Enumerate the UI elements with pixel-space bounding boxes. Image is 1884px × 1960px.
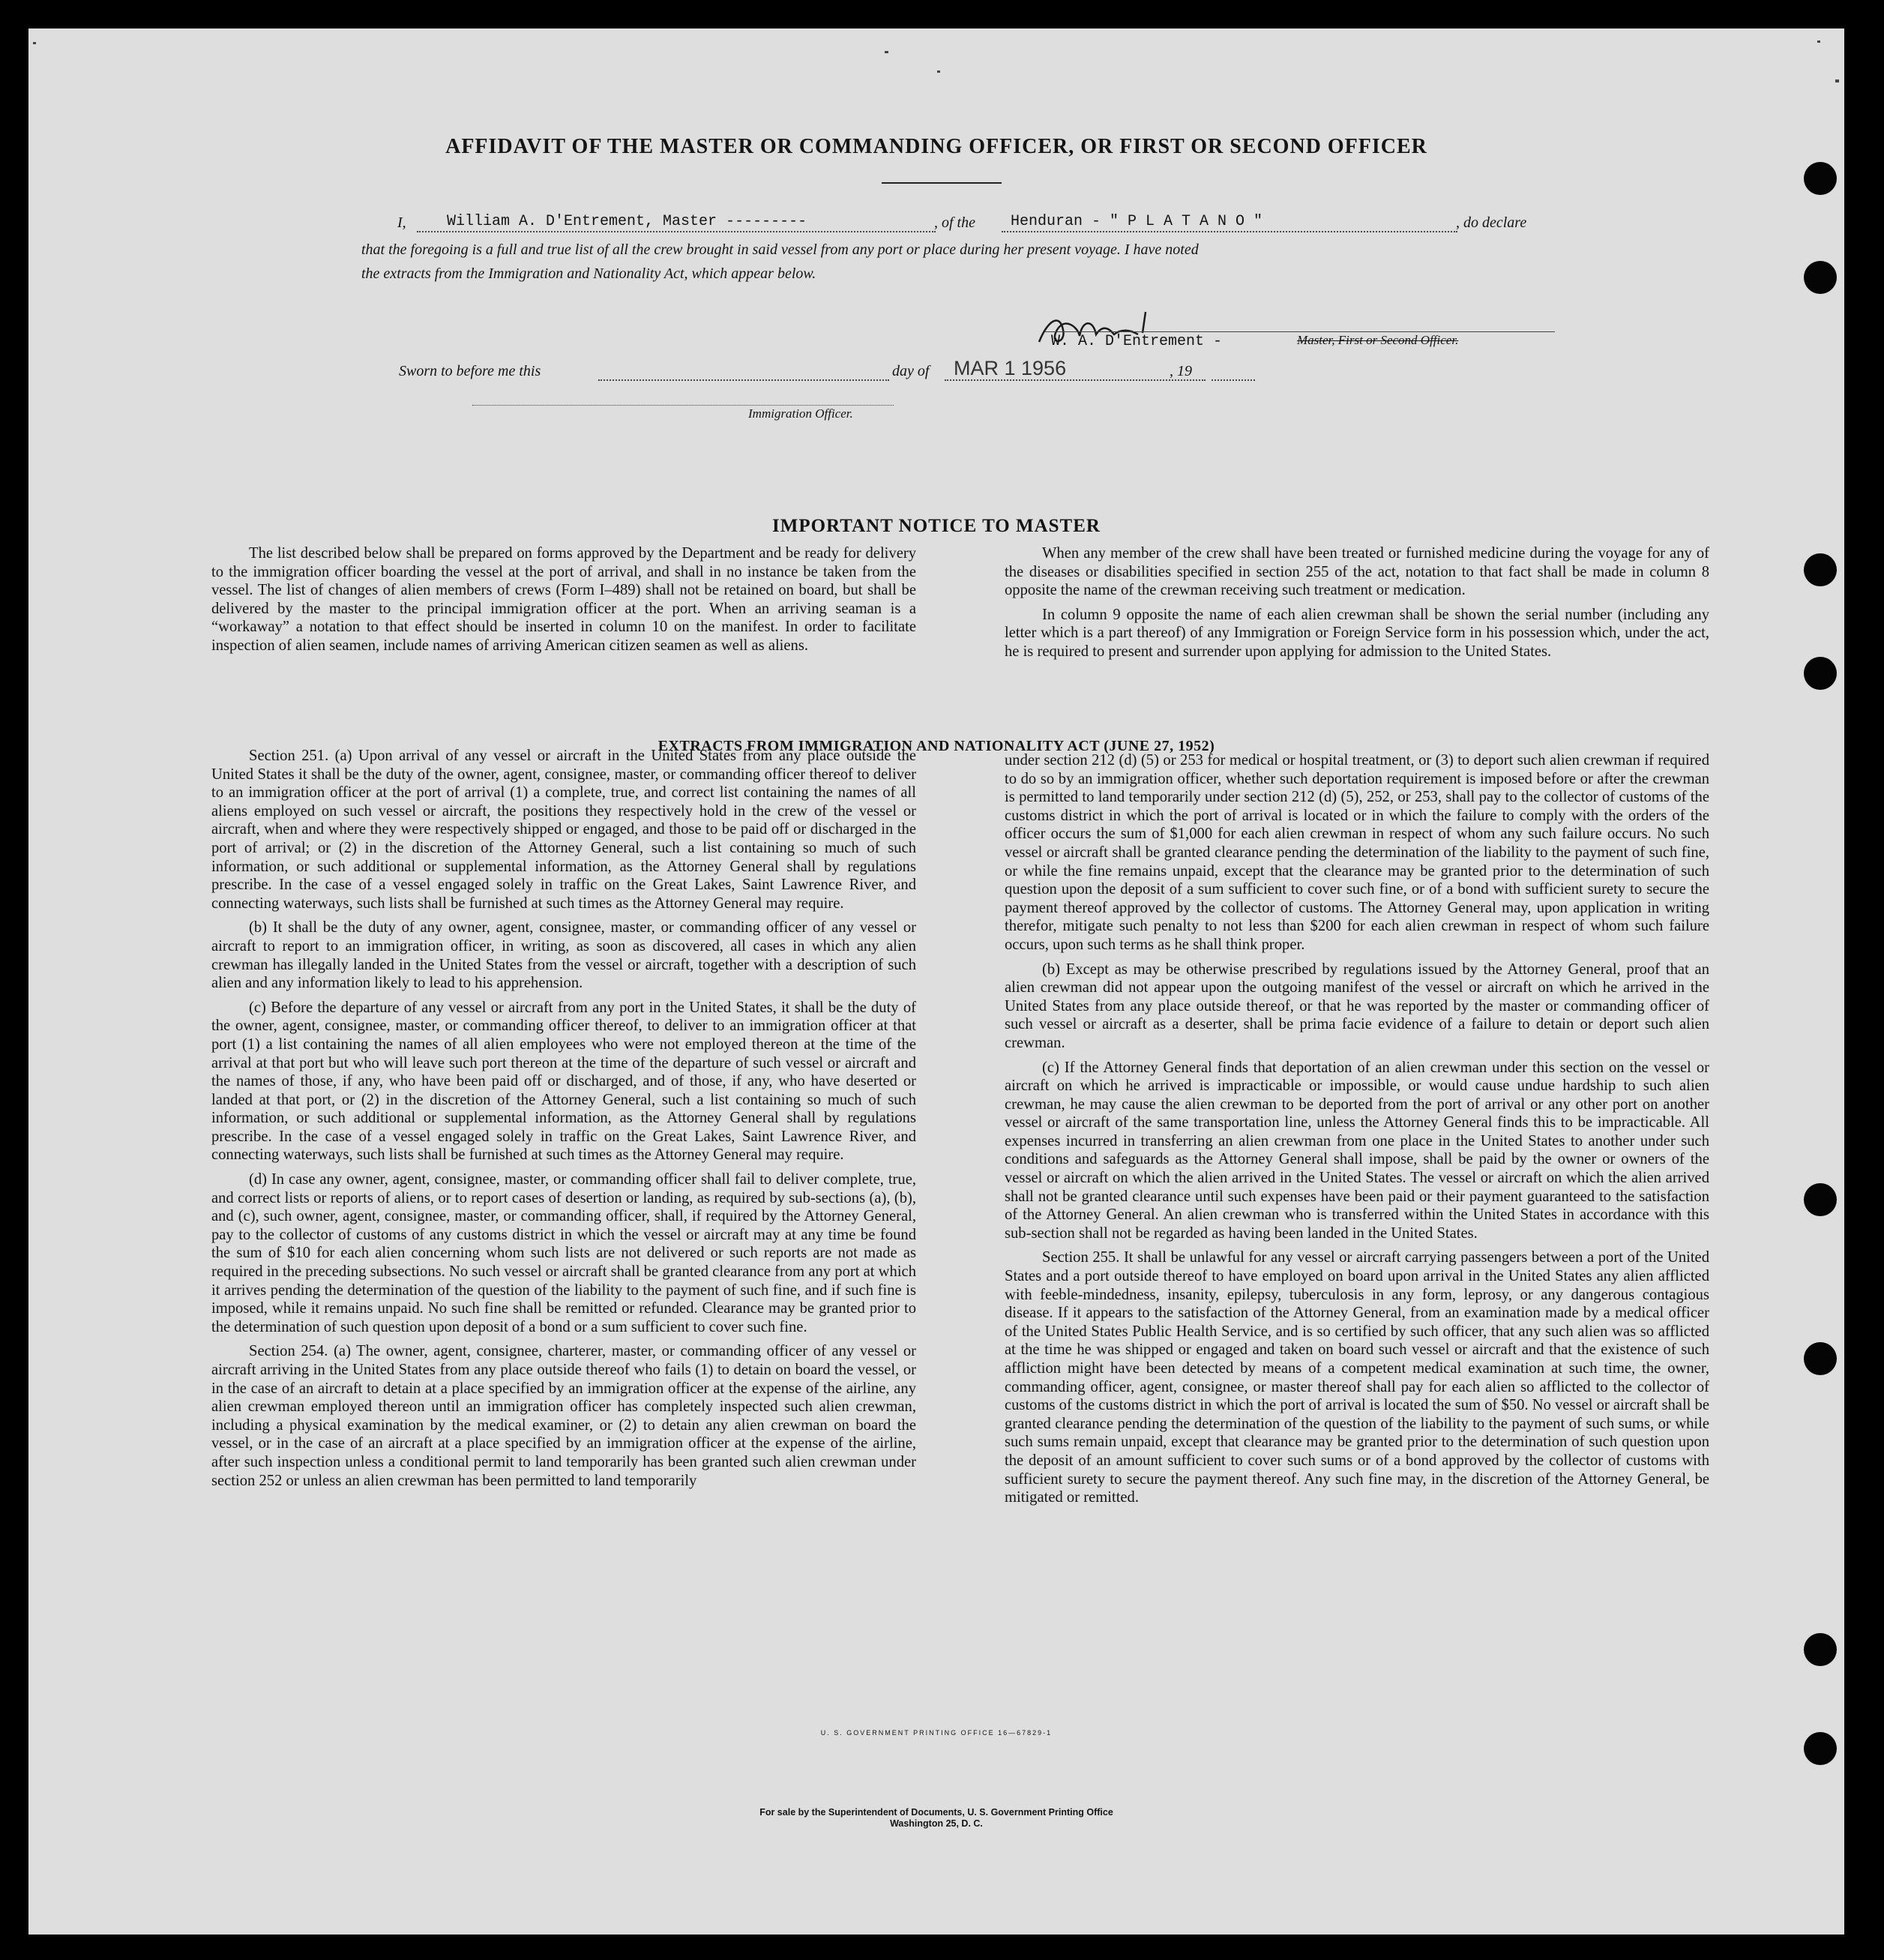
punch-hole-4	[1804, 657, 1837, 690]
section-251-c: (c) Before the departure of any vessel or aircraft from any port in the United States, it shall be the duty of the owner, agent, consignee, master, or commanding officer thereof, to deliver to an immigration officer at that port (1) a list containing the names of all alien employees who were not employed thereon at the time of the arrival at that port but who will leave such port thereon at the time of the departure of such vessel or aircraft and the names of those, if any, who have been paid off or discharged, and of those, if any, who have deserted or landed at that port, or (2) in the discretion of the Attorney General, such a list containing so much of such information, or such additional or supplemental information, as the Attorney General shall by regulations prescribe. In the case of a vessel engaged solely in traffic on the Great Lakes, Saint Lawrence River, and connecting waterways, such lists shall be furnished at such times as the Attorney General may require.	[211, 999, 916, 1164]
master-name-field: William A. D'Entrement, Master ---------	[447, 213, 807, 230]
section-251-a: Section 251. (a) Upon arrival of any vessel or aircraft in the United States from any place outside the United States it shall be the duty of the owner, agent, consignee, master, or commanding officer thereof to deliver to an immigration officer at the port of arrival (1) a complete, true, and correct list containing the names of all aliens employed on such vessel or aircraft, the positions they respectively hold in the crew of the vessel or aircraft, when and where they were respectively shipped or engaged, and those to be paid off or discharged in the port of arrival; or (2) in the discretion of the Attorney General, such a list containing so much of such information, or such additional or supplemental information, as the Attorney General shall by regulations prescribe. In the case of a vessel engaged solely in traffic on the Great Lakes, Saint Lawrence River, and connecting waterways, such lists shall be furnished at such times as the Attorney General may require.	[211, 748, 916, 912]
section-251-b: (b) It shall be the duty of any owner, agent, consignee, master, or commanding officer of any vessel or aircraft to report to an immigration officer, in writing, as soon as discovered, all cases in which any alien crewman has illegally landed in the United States from the vessel or aircraft, together with a description of such alien and any information likely to lead to his apprehension.	[211, 919, 916, 992]
notice-right-column	[1005, 544, 1709, 667]
i-label: I,	[397, 214, 406, 231]
do-declare-label: , do declare	[1456, 214, 1527, 231]
signature-typed-name: W. A. D'Entrement -	[1051, 333, 1223, 350]
punch-hole-3	[1804, 553, 1837, 586]
speck	[1817, 40, 1820, 43]
officer-label: Immigration Officer.	[748, 406, 853, 421]
affidavit-title: AFFIDAVIT OF THE MASTER OR COMMANDING OFFICER, OR FIRST OR SECOND OFFICER	[445, 135, 1427, 158]
notice-paragraph: The list described below shall be prepared on forms approved by the Department and be ready for delivery to the immigration officer boarding the vessel at the port of arrival, and shall in no instance be taken from the vessel. The list of changes of alien members of crews (Form I–489) shall not be retained on board, but shall be delivered by the master to the principal immigration officer at the port. When an arriving seaman is a “workaway” a notation to that effect should be inserted in column 10 on the manifest. In order to facilitate inspection of alien seamen, include names of arriving American citizen seamen as well as aliens.	[211, 545, 916, 654]
sworn-label: Sworn to before me this	[399, 363, 541, 379]
signature-role-label: Master, First or Second Officer.	[1297, 333, 1459, 347]
affidavit-line-2: that the foregoing is a full and true list of all the crew brought in said vessel from any port or place during her present voyage. I have noted	[361, 241, 1199, 258]
extracts-title: EXTRACTS FROM IMMIGRATION AND NATIONALITY ACT (JUNE 27, 1952)	[657, 738, 1215, 754]
notice-left-column	[211, 544, 916, 661]
extracts-left-column	[211, 747, 916, 1496]
punch-hole-6	[1804, 1342, 1837, 1375]
section-254-b: (b) Except as may be otherwise prescribed by regulations issued by the Attorney General, proof that an alien crewman did not appear upon the outgoing manifest of the vessel or aircraft on which he arrived in the United States from any place outside thereof, or that he was reported by the master or commanding officer of such vessel or aircraft as a deserter, shall be prima facie evidence of a failure to detain or deport such alien crewman.	[1005, 961, 1709, 1051]
of-the-label: , of the	[934, 214, 975, 231]
speck	[1835, 79, 1839, 82]
punch-hole-2	[1804, 261, 1837, 294]
signature-line	[1045, 331, 1555, 332]
sale-notice-line-1: For sale by the Superintendent of Documents, U. S. Government Printing Office	[759, 1807, 1113, 1818]
notice-title: IMPORTANT NOTICE TO MASTER	[772, 516, 1101, 536]
notice-paragraph: When any member of the crew shall have been treated or furnished medicine during the voyage for any of the diseases or disabilities specified in section 255 of the act, notation to that fact shall be made in column 8 opposite the name of the crewman receiving such treatment or medication.	[1005, 545, 1709, 599]
speck	[33, 42, 36, 44]
section-254-c: (c) If the Attorney General finds that deportation of an alien crewman under this section on the vessel or aircraft on which he arrived is impracticable or impossible, or would cause undue hardship to such alien crewman, he may cause the alien crewman to be deported from the port of arrival or any other port on another vessel or aircraft of the same transportation line, unless the Attorney General finds this to be impracticable. All expenses incurred in transferring an alien crewman from one place in the United States to another under such conditions and safeguards as the Attorney General shall impose, shall be paid by the owner or owners of the vessel or aircraft on which the alien arrived in the United States. The vessel or aircraft on which the alien arrived shall not be granted clearance until such expenses have been paid or their payment guaranteed to the satisfaction of the Attorney General. An alien crewman who is transferred within the United States in accordance with this sub-section shall not be regarded as having been landed in the United States.	[1005, 1059, 1709, 1242]
date-stamp: MAR 1 1956	[954, 357, 1067, 379]
sale-notice	[28, 1807, 1844, 1830]
section-255: Section 255. It shall be unlawful for any vessel or aircraft carrying passengers between a port of the United States and a port outside thereof to have employed on board upon arrival in the United States any alien afflicted with feeble-mindedness, insanity, epilepsy, tuberculosis in any form, leprosy, or any dangerous contagious disease. If it appears to the satisfaction of the Attorney General, from an examination made by a medical officer of the United States Public Health Service, and is so certified by such officer, that any such alien was so afflicted at the time he was shipped or engaged and taken on board such vessel or aircraft and that the existence of such affliction might have been detected by means of a competent medical examination at such time, the owner, commanding officer, agent, consignee, or master thereof shall pay for each alien so afflicted to the collector of customs of the customs district in which the port of arrival is located the sum of $50. No vessel or aircraft shall be granted clearance pending the determination of the question of the liability to the payment of such sums, or while such sums remain unpaid, except that clearance may be granted prior to the determination of such question upon the deposit of an amount sufficient to cover such sums or of a bond approved by the collector of customs with sufficient surety to secure the payment thereof. Any such fine may, in the discretion of the Attorney General, be mitigated or remitted.	[1005, 1249, 1709, 1506]
speck	[885, 51, 888, 53]
title-underline	[882, 182, 1002, 184]
section-251-d: (d) In case any owner, agent, consignee, master, or commanding officer shall fail to deliver complete, true, and correct lists or reports of aliens, or to report cases of desertion or landing, as required by sub-sections (a), (b), and (c), such owner, agent, consignee, master, or commanding officer, shall, if required by the Attorney General, pay to the collector of customs of any customs district in which the vessel or aircraft may at any time be found the sum of $10 for each alien concerning whom such lists are not delivered or such reports are not made as required in the preceding subsections. No such vessel or aircraft shall be granted clearance from any port at which it arrives pending the determination of the question of the liability to the payment of such fine, and if such fine is imposed, while it remains unpaid. No such fine shall be remitted or refunded. Clearance may be granted prior to the determination of such question upon deposit of a bond or a sum sufficient to cover such fine.	[211, 1171, 916, 1335]
document-page	[28, 28, 1844, 1935]
sale-notice-line-2: Washington 25, D. C.	[890, 1818, 983, 1829]
sworn-year-line	[1212, 379, 1255, 381]
vessel-name-line	[1002, 231, 1457, 232]
year-label: , 19	[1170, 363, 1192, 379]
punch-hole-7	[1804, 1633, 1837, 1666]
master-name-line	[417, 231, 936, 232]
notice-paragraph: In column 9 opposite the name of each alien crewman shall be shown the serial number (including any letter which is a part thereof) of any Immigration or Foreign Service form in his possession which, under the act, he is required to present and surrender upon applying for admission to the United States.	[1005, 606, 1709, 660]
printer-imprint: U. S. GOVERNMENT PRINTING OFFICE 16—67829-1	[820, 1729, 1053, 1737]
day-of-label: day of	[892, 363, 930, 379]
extracts-right-column	[1005, 751, 1709, 1513]
punch-hole-5	[1804, 1183, 1837, 1216]
punch-hole-1	[1804, 162, 1837, 195]
speck	[937, 70, 940, 73]
punch-hole-8	[1804, 1732, 1837, 1765]
officer-signature-line	[472, 405, 894, 406]
section-254-a: Section 254. (a) The owner, agent, consignee, charterer, master, or commanding officer of any vessel or aircraft arriving in the United States from any place outside thereof who fails (1) to detain on board the vessel, or in the case of an aircraft to detain at a place specified by an immigration officer at the expense of the airline, any alien crewman employed thereon until an immigration officer has completely inspected such alien crewman, including a physical examination by the medical examiner, or (2) to detain any alien crewman on board the vessel, or in the case of an aircraft at a place specified by an immigration officer at the expense of the airline, after such inspection unless a conditional permit to land temporarily has been granted such alien crewman under section 252 or unless an alien crewman has been permitted to land temporarily	[211, 1343, 916, 1489]
vessel-name-field: Henduran - " P L A T A N O "	[1011, 213, 1263, 230]
affidavit-line-3: the extracts from the Immigration and Nationality Act, which appear below.	[361, 265, 816, 282]
sworn-day-line	[598, 379, 889, 381]
section-254-a-continued: under section 212 (d) (5) or 253 for medical or hospital treatment, or (3) to deport such alien crewman if required to do so by an immigration officer, whether such deportation requirement is imposed before or after the crewman is permitted to land temporarily under section 212 (d) (5), 252, or 253, shall pay to the collector of customs of the customs district in which the port of arrival is located or in which the failure to comply with the orders of the officer occurs the sum of $1,000 for each alien crewman in respect of whom any such failure occurs. No such vessel or aircraft shall be granted clearance pending the determination of the liability to the payment of such fine, or while the fine remains unpaid, except that the clearance may be granted prior to the determination of such question upon the deposit of a sum sufficient to cover such fine, or of a bond with sufficient surety to secure the payment thereof approved by the collector of customs. The Attorney General may, upon application in writing therefor, mitigate such penalty to not less than $200 for each alien crewman in respect of whom such failure occurs, upon such terms as he shall think proper.	[1005, 752, 1709, 953]
